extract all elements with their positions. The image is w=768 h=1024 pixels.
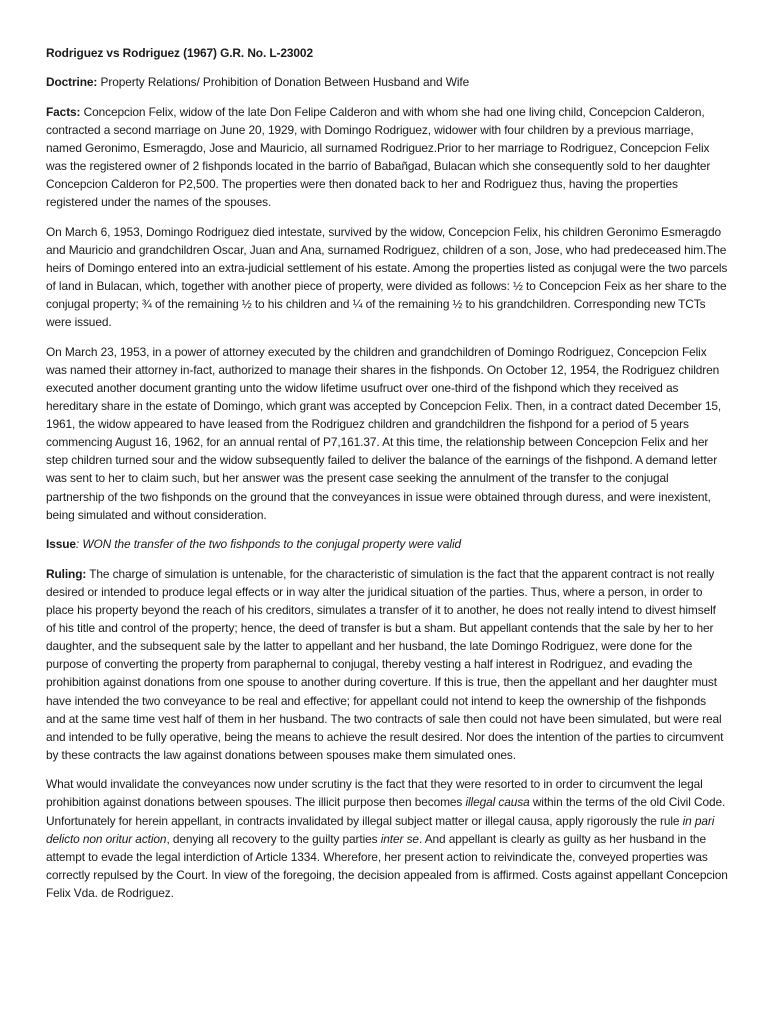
doctrine-text: Property Relations/ Prohibition of Donation Between Husband and Wife [97,75,470,90]
issue-paragraph [46,535,728,553]
ruling-text-1: The charge of simulation is untenable, for the characteristic of simulation is the fact that the apparent contract is not really desired or intended to produce legal effects or in way alter the juridical situation of the parties. Thus, where a person, in order to place his property beyond the reach of his creditors, simulates a transfer of it to another, he does not really intend to divest himself of his title and control of the property; hence, the deed of transfer is but a sham. But appellant contends that the sale by her to her daughter, and the subsequent sale by the latter to appellant and her husband, the late Domingo Rodriguez, were done for the purpose of converting the property from paraphernal to conjugal, thereby vesting a half interest in Rodriguez, and evading the prohibition against donations from one spouse to another during coverture. If this is true, then the appellant and her daughter must have intended the two conveyance to be real and effective; for appellant could not intend to keep the ownership of the fishponds and at the same time vest half of them in her husband. The two contracts of sale then could not have been simulated, but were real and intended to be fully operative, being the means to achieve the result desired. Nor does the intention of the parties to circumvent by these contracts the law against donations between spouses make them simulated ones. [46,566,724,762]
facts-text-1: Concepcion Felix, widow of the late Don Felipe Calderon and with whom she had one living child, Concepcion Calderon, contracted a second marriage on June 20, 1929, with Domingo Rodriguez, widower with four children by a previous marriage, named Geronimo, Esmeragdo, Jose and Mauricio, all surnamed Rodriguez.Prior to her marriage to Rodriguez, Concepcion Felix was the registered owner of 2 fishponds located in the barrio of Babañgad, Bulacan which she consequently sold to her daughter Concepcion Calderon for P2,500. The properties were then donated back to her and Rodriguez thus, having the properties registered under the names of the spouses. [46,104,711,210]
facts-paragraph-3: On March 23, 1953, in a power of attorney executed by the children and grandchildren of Domingo Rodriguez, Concepcion Felix was named their attorney in-fact, authorized to manage their shares in the fishponds. On October 12, 1954, the Rodriguez children executed another document granting unto the widow lifetime usufruct over one-third of the fishpond which they received as hereditary share in the estate of Domingo, which grant was accepted by Concepcion Felix. Then, in a contract dated December 15, 1961, the widow appeared to have leased from the Rodriguez children and grandchildren the fishpond for a period of 5 years commencing August 16, 1962, for an annual rental of P7,161.37. At this time, the relationship between Concepcion Felix and her step children turned sour and the widow subsequently failed to deliver the balance of the earnings of the fishpond. A demand letter was sent to her to claim such, but her answer was the present case seeking the annulment of the transfer to the conjugal partnership of the two fishponds on the ground that the conveyances in issue were obtained through duress, and were inexistent, being simulated and without consideration. [46,344,722,522]
issue-colon: : [75,537,83,552]
ruling-paragraph-2 [46,775,728,902]
ruling-term-in-pari-delicto: in pari delicto non oritur action [46,813,715,846]
facts-paragraph-1 [46,103,728,212]
ruling-label: Ruling: [46,566,87,581]
doctrine-label: Doctrine: [46,75,98,90]
ruling-term-illegal-causa: illegal causa [465,795,530,810]
ruling-text-2d: . And appellant is clearly as guilty as her husband in the attempt to evade the legal interdiction of Article 1334. Wherefore, her present action to reivindicate the, conveyed properties was correctly repulsed by the Court. In view of the foregoing, the decision appealed from is affirmed. Costs against appellant Concepcion Felix Vda. de Rodriguez. [46,831,728,900]
ruling-term-inter-se: inter se [380,831,419,846]
issue-text: WON the transfer of the two fishponds to the conjugal property were valid [82,537,462,552]
doctrine-paragraph [46,73,728,91]
ruling-text-2c: , denying all recovery to the guilty parties [166,831,381,846]
ruling-text-2b: within the terms of the old Civil Code. Unfortunately for herein appellant, in contracts invalidated by illegal subject matter or illegal causa, apply rigorously the rule [46,795,726,828]
ruling-paragraph-1 [46,565,728,764]
facts-paragraph-2: On March 6, 1953, Domingo Rodriguez died intestate, survived by the widow, Concepcion Felix, his children Geronimo Esmeragdo and Mauricio and grandchildren Oscar, Juan and Ana, surnamed Rodriguez, children of a son, Jose, who had predeceased him.The heirs of Domingo entered into an extra-judicial settlement of his estate. Among the properties listed as conjugal were the two parcels of land in Bulacan, which, together with another piece of property, were divided as follows: ½ to Concepcion Feix as her share to the conjugal property; ¾ of the remaining ½ to his children and ¼ of the remaining ½ to his grandchildren. Corresponding new TCTs were issued. [46,224,728,330]
issue-label: Issue [46,537,76,552]
facts-label: Facts: [46,104,81,119]
case-title: Rodriguez vs Rodriguez (1967) G.R. No. L-23002 [46,46,313,60]
ruling-text-2a: What would invalidate the conveyances now under scrutiny is the fact that they were resorted to in order to circumvent the legal prohibition against donations between spouses. The illicit purpose then becomes [46,777,703,810]
